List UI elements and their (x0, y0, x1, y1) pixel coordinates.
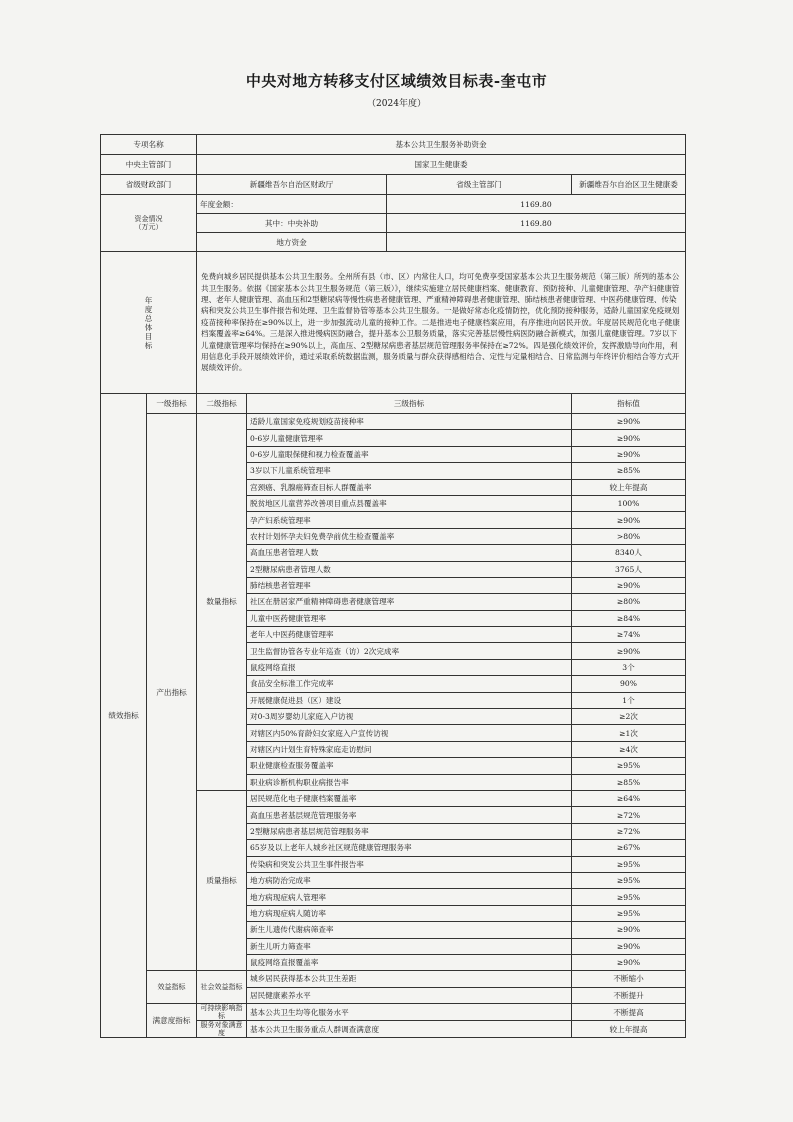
indicator-value: ≥85% (572, 463, 686, 479)
indicator-value: ≥4次 (572, 741, 686, 757)
year-label: （2024年度） (367, 99, 426, 109)
col-level1-header: 一级指标 (147, 394, 197, 414)
indicator-name: 居民健康素养水平 (247, 987, 572, 1003)
annual-goal-label-text: 年度总体目标 (144, 295, 153, 350)
indicator-row (101, 1004, 686, 1021)
indicator-name: 传染病和突发公共卫生事件报告率 (247, 856, 572, 872)
service-satisfaction-text: 服务对象满意度 (200, 1021, 243, 1038)
indicator-value: ≥90% (572, 922, 686, 938)
indicator-header-row (101, 394, 686, 414)
indicator-value: ≥95% (572, 889, 686, 905)
quantity-indicator-label: 数量指标 (197, 414, 247, 791)
satisfaction-indicator-label: 满意度指标 (147, 1004, 197, 1038)
indicator-value: ≥2次 (572, 709, 686, 725)
indicator-name: 基本公共卫生服务重点人群调查满意度 (247, 1021, 572, 1038)
indicator-value: ≥90% (572, 512, 686, 528)
indicator-name: 职业病诊断机构职业病报告率 (247, 774, 572, 790)
indicator-value: ≥85% (572, 774, 686, 790)
social-benefit-text: 社会效益指标 (200, 983, 243, 992)
indicator-name: 0-6岁儿童健康管理率 (247, 430, 572, 446)
local-funds-value (387, 233, 686, 252)
indicator-value: ≥74% (572, 627, 686, 643)
prov-dept-value: 新疆维吾尔自治区卫生健康委 (572, 175, 686, 195)
indicator-name: 社区在册居家严重精神障碍患者健康管理率 (247, 594, 572, 610)
central-dept-value: 国家卫生健康委 (197, 155, 686, 175)
prov-finance-label: 省级财政部门 (101, 175, 197, 195)
funds-label-text: 资金情况（万元） (134, 215, 163, 231)
indicator-value: 不断提升 (572, 987, 686, 1003)
indicator-value: ≥90% (572, 446, 686, 462)
indicator-name: 居民规范化电子健康档案覆盖率 (247, 790, 572, 806)
indicator-value: ≥1次 (572, 725, 686, 741)
indicator-value: ≥90% (572, 430, 686, 446)
indicator-name: 农村计划怀孕夫妇免费孕前优生检查覆盖率 (247, 528, 572, 544)
performance-target-table (100, 134, 686, 1038)
indicator-name: 儿童中医药健康管理率 (247, 610, 572, 626)
indicator-row (101, 971, 686, 987)
indicator-value: ≥95% (572, 758, 686, 774)
indicator-value: ≥90% (572, 414, 686, 430)
central-dept-label: 中央主管部门 (101, 155, 197, 175)
indicator-name: 鼠疫网络直报覆盖率 (247, 954, 572, 970)
col-level3-header: 三级指标 (247, 394, 572, 414)
indicator-name: 职业健康检查服务覆盖率 (247, 758, 572, 774)
output-indicator-label: 产出指标 (147, 414, 197, 971)
indicator-value: 3765人 (572, 561, 686, 577)
indicator-name: 鼠疫网络直报 (247, 659, 572, 675)
indicator-name: 高血压患者管理人数 (247, 545, 572, 561)
indicator-value: 100% (572, 495, 686, 511)
indicator-name: 开展健康促进县（区）建设 (247, 692, 572, 708)
indicator-value: 较上年提高 (572, 1021, 686, 1038)
indicator-name: 2型糖尿病患者管理人数 (247, 561, 572, 577)
indicator-name: 0-6岁儿童眼保健和视力检查覆盖率 (247, 446, 572, 462)
indicator-value: 不断提高 (572, 1004, 686, 1021)
indicator-value: 不断缩小 (572, 971, 686, 987)
service-satisfaction-label (197, 1021, 247, 1038)
indicator-name: 地方病现症病人随访率 (247, 905, 572, 921)
benefit-indicator-label (147, 971, 197, 1004)
indicator-name: 食品安全标准工作完成率 (247, 676, 572, 692)
indicator-value: 8340人 (572, 545, 686, 561)
indicator-value: ≥72% (572, 807, 686, 823)
indicator-value: ≥80% (572, 594, 686, 610)
annual-goal-label (101, 252, 197, 394)
project-name-value: 基本公共卫生服务补助资金 (197, 135, 686, 155)
quality-indicator-label: 质量指标 (197, 790, 247, 970)
annual-amount-value: 1169.80 (387, 195, 686, 214)
indicator-name: 城乡居民获得基本公共卫生差距 (247, 971, 572, 987)
indicator-value: 90% (572, 676, 686, 692)
indicator-name: 新生儿听力筛查率 (247, 938, 572, 954)
indicator-value: ≥95% (572, 872, 686, 888)
indicator-name: 地方病现症病人管理率 (247, 889, 572, 905)
annual-amount-label: 年度金额： (197, 195, 387, 214)
indicator-name: 老年人中医药健康管理率 (247, 627, 572, 643)
indicator-value: ≥90% (572, 954, 686, 970)
indicator-value: ≥72% (572, 823, 686, 839)
indicator-name: 地方病防治完成率 (247, 872, 572, 888)
indicator-value: >80% (572, 528, 686, 544)
indicator-name: 对辖区内计划生育特殊家庭走访慰问 (247, 741, 572, 757)
sustainable-impact-label (197, 1004, 247, 1021)
col-value-header: 指标值 (572, 394, 686, 414)
perf-indicator-label: 绩效指标 (101, 394, 147, 1038)
project-name-label: 专项名称 (101, 135, 197, 155)
indicator-value: ≥95% (572, 856, 686, 872)
benefit-indicator-text: 效益指标 (157, 983, 186, 992)
indicator-value: 1个 (572, 692, 686, 708)
indicator-name: 肺结核患者管理率 (247, 577, 572, 593)
indicator-name: 65岁及以上老年人城乡社区规范健康管理服务率 (247, 840, 572, 856)
social-benefit-label (197, 971, 247, 1004)
indicator-value: ≥90% (572, 938, 686, 954)
col-level2-header: 二级指标 (197, 394, 247, 414)
indicator-name: 新生儿遗传代谢病筛查率 (247, 922, 572, 938)
indicator-name: 2型糖尿病患者基层规范管理服务率 (247, 823, 572, 839)
prov-dept-label: 省级主管部门 (387, 175, 572, 195)
indicator-name: 适龄儿童国家免疫规划疫苗接种率 (247, 414, 572, 430)
indicator-value: ≥64% (572, 790, 686, 806)
indicator-value: 较上年提高 (572, 479, 686, 495)
indicator-name: 卫生监督协管各专业年巡查（访）2次完成率 (247, 643, 572, 659)
indicator-name: 宫颈癌、乳腺癌筛查目标人群覆盖率 (247, 479, 572, 495)
local-funds-label: 地方资金 (197, 233, 387, 252)
indicator-name: 脱贫地区儿童营养改善项目重点县覆盖率 (247, 495, 572, 511)
indicator-value: ≥95% (572, 905, 686, 921)
indicator-row (101, 414, 686, 430)
page-title: 中央对地方转移支付区域绩效目标表-奎屯市 (245, 72, 548, 90)
indicator-name: 基本公共卫生均等化服务水平 (247, 1004, 572, 1021)
funds-label (101, 195, 197, 252)
indicator-name: 对辖区内50%育龄妇女家庭入户宣传访视 (247, 725, 572, 741)
sustainable-impact-text: 可持续影响指标 (200, 1004, 243, 1021)
indicator-name: 对0-3周岁婴幼儿家庭入户访视 (247, 709, 572, 725)
indicator-value: 3个 (572, 659, 686, 675)
central-subsidy-value: 1169.80 (387, 214, 686, 233)
indicator-value: ≥90% (572, 643, 686, 659)
indicator-value: ≥90% (572, 577, 686, 593)
prov-finance-value: 新疆维吾尔自治区财政厅 (197, 175, 387, 195)
indicator-name: 孕产妇系统管理率 (247, 512, 572, 528)
indicator-name: 3岁以下儿童系统管理率 (247, 463, 572, 479)
central-subsidy-label: 其中：中央补助 (197, 214, 387, 233)
indicator-value: ≥67% (572, 840, 686, 856)
annual-goal-text: 免费向城乡居民提供基本公共卫生服务。全州所有县（市、区）内常住人口，均可免费享受国家基本公共卫生服务规范（第三版）所列的基本公共卫生服务。依据《国家基本公共卫生服务规范（第三版）》，继续实施建立居民健康档案、健康教育、预防接种、儿童健康管理、孕产妇健康管理、老年人健康管理、高血压和2型糖尿病等慢性病患者健康管理、严重精神障碍患者健康管理、肺结核患者健康管理、中医药健康管理、传染病和突发公共卫生事件报告和处理、卫生监督协管等基本公共卫生服务。一是做好常态化疫情防控，优化预防接种服务，适龄儿童国家免疫规划疫苗接种率保持在≥90%以上，进一步加强流动儿童的接种工作。二是推进电子健康档案应用，有序推进向居民开放。年度居民规范化电子健康档案覆盖率≥64%。三是深入推进慢病医防融合，提升基本公卫服务质量，落实完善基层慢性病医防融合新模式，加强儿童健康管理。7岁以下儿童健康管理率均保持在≥90%以上，高血压、2型糖尿病患者基层规范管理服务率保持在≥72%。四是强化绩效评价，发挥激励导向作用，利用信息化手段开展绩效评价，通过采取系统数据监测，服务质量与群众获得感相结合、定性与定量相结合、日常监测与年终评价相结合等方式开展绩效评价。 (197, 252, 686, 394)
indicator-name: 高血压患者基层规范管理服务率 (247, 807, 572, 823)
indicator-value: ≥84% (572, 610, 686, 626)
